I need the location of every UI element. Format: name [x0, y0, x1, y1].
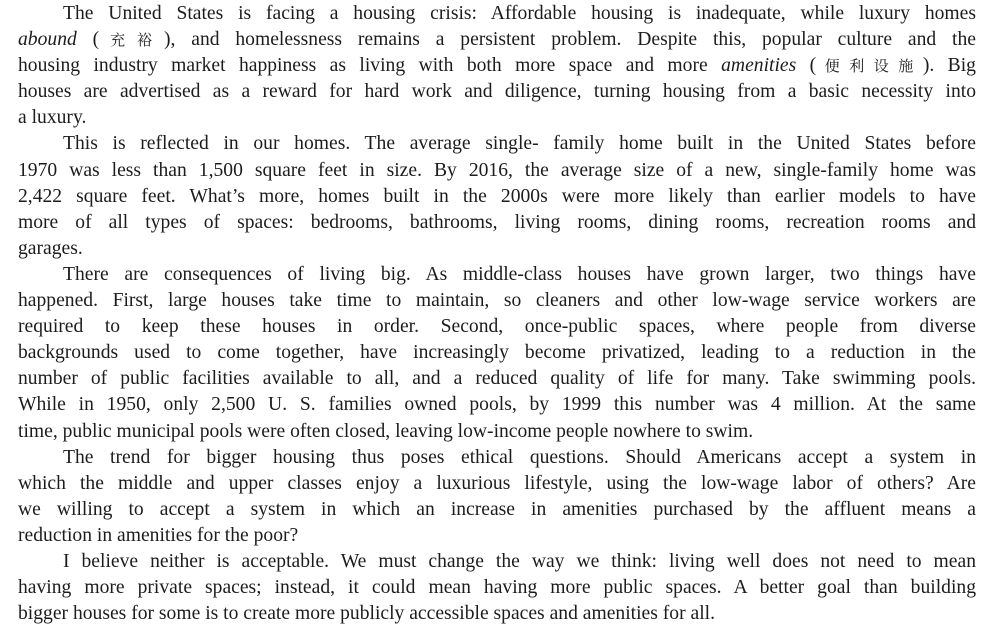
text-line — [18, 79, 976, 105]
text-segment: While in 1950, only 2,500 U. S. families owned pools, by 1999 this number was 4 million. At the same — [18, 394, 976, 416]
text-segment: having more private spaces; instead, it could mean having more public spaces. A better goal than building — [18, 577, 976, 599]
text-line — [18, 210, 976, 236]
italic-term: amenities — [721, 55, 797, 77]
text-segment: a luxury. — [18, 107, 87, 129]
text-segment: we willing to accept a system in which an increase in amenities purchased by the affluent means a — [18, 498, 976, 520]
text-line — [18, 262, 976, 288]
text-line — [18, 419, 976, 445]
text-line — [18, 549, 976, 575]
text-segment: reduction in amenities for the poor? — [18, 524, 299, 546]
text-segment: This is reflected in our homes. The average single- family home built in the United States before — [63, 133, 976, 155]
text-segment: ), and homelessness remains a persistent problem. Despite this, popular culture and the — [163, 29, 976, 51]
text-line — [18, 340, 976, 366]
text-segment: number of public facilities available to all, and a reduced quality of life for many. Take swimming pools. — [18, 368, 976, 390]
text-segment: ( — [76, 29, 100, 51]
text-segment: The trend for bigger housing thus poses ethical questions. Should Americans accept a system in — [63, 446, 976, 468]
text-segment: ( — [796, 55, 817, 77]
text-line — [18, 392, 976, 418]
paragraph — [18, 549, 976, 627]
text-segment: more of all types of spaces: bedrooms, bathrooms, living rooms, dining rooms, recreation rooms and — [18, 211, 976, 233]
text-line — [18, 27, 976, 53]
text-line — [18, 184, 976, 210]
text-line — [18, 445, 976, 471]
text-segment: 2,422 square feet. What’s more, homes built in the 2000s were more likely than earlier models to have — [18, 185, 976, 207]
text-segment: ). Big — [922, 55, 976, 77]
text-segment: which the middle and upper classes enjoy a luxurious lifestyle, using the low-wage labor of others? Are — [18, 472, 976, 494]
text-segment: There are consequences of living big. As middle-class houses have grown larger, two things have — [63, 263, 976, 285]
text-line — [18, 523, 976, 549]
text-line — [18, 471, 976, 497]
paragraph — [18, 131, 976, 261]
text-line — [18, 497, 976, 523]
text-segment: The United States is facing a housing crisis: Affordable housing is inadequate, while luxury homes — [63, 3, 976, 24]
text-segment: backgrounds used to come together, have increasingly become privatized, leading to a reduction in the — [18, 342, 976, 364]
text-segment: houses are advertised as a reward for hard work and diligence, turning housing from a basic necessity into — [18, 81, 976, 103]
text-line — [18, 314, 976, 340]
chinese-gloss: 便利设施 — [816, 57, 923, 76]
italic-term: abound — [18, 29, 77, 51]
text-line — [18, 288, 976, 314]
text-segment: happened. First, large houses take time to maintain, so cleaners and other low-wage service workers are — [18, 290, 976, 312]
text-segment: housing industry market happiness as living with both more space and more — [18, 55, 722, 77]
paragraph — [18, 1, 976, 131]
text-segment: required to keep these houses in order. Second, once-public spaces, where people from diverse — [18, 316, 976, 338]
text-line — [18, 236, 976, 262]
text-segment: time, public municipal pools were often closed, leaving low-income people nowhere to swim. — [18, 420, 754, 442]
text-line — [18, 53, 976, 79]
paragraph — [18, 262, 976, 445]
text-segment: garages. — [18, 237, 83, 259]
text-line — [18, 158, 976, 184]
paragraph — [18, 445, 976, 549]
text-line — [18, 105, 976, 131]
text-line — [18, 131, 976, 157]
text-segment: bigger houses for some is to create more publicly accessible spaces and amenities for all. — [18, 603, 715, 625]
document-body — [18, 1, 976, 627]
text-line — [18, 601, 976, 627]
chinese-gloss: 充裕 — [99, 31, 164, 50]
text-segment: I believe neither is acceptable. We must change the way we think: living well does not need to mean — [63, 550, 976, 572]
text-segment: 1970 was less than 1,500 square feet in size. By 2016, the average size of a new, single-family home was — [18, 159, 976, 181]
text-line — [18, 1, 976, 27]
text-line — [18, 366, 976, 392]
text-line — [18, 575, 976, 601]
